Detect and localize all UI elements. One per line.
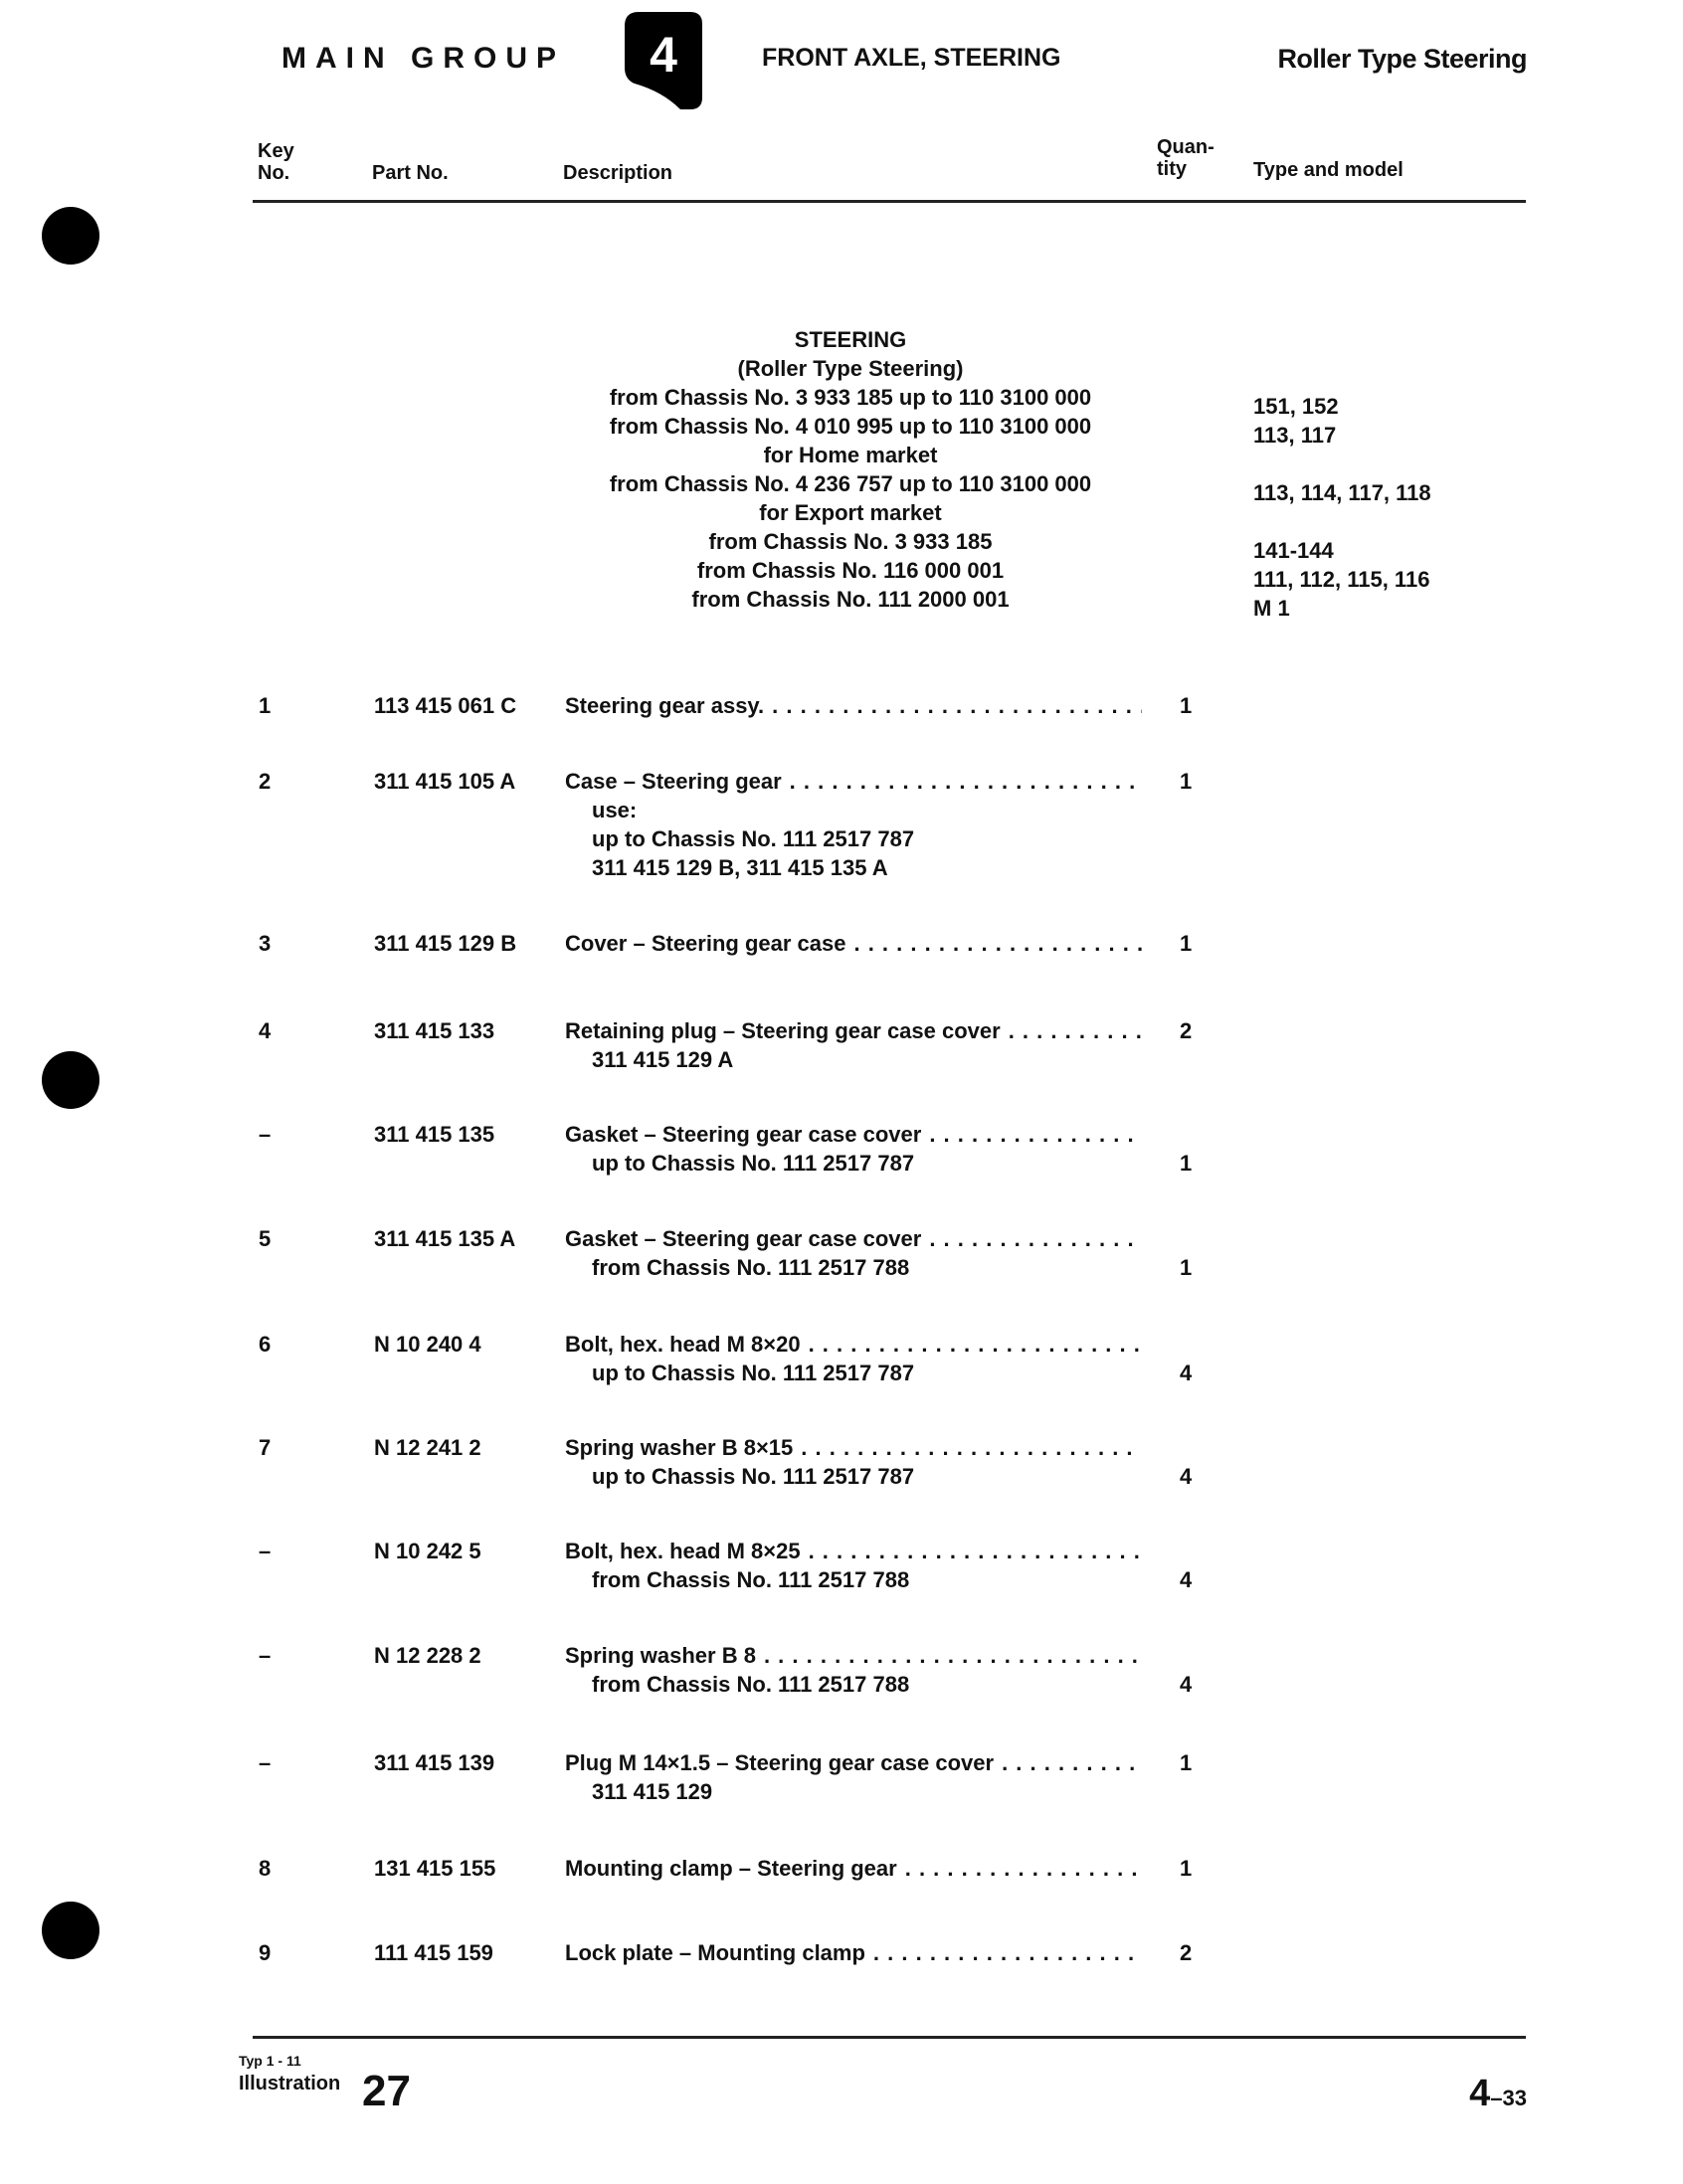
part-number: N 10 242 5 [374,1539,481,1563]
intro-line: from Chassis No. 4 010 995 up to 110 3100 000 [609,414,1092,439]
illustration-label: Illustration [239,2073,341,2094]
key-number: 4 [259,1018,272,1043]
part-description: Bolt, hex. head M 8×25 . . . from Chassis No. 111 2517 788 [565,1537,1142,1594]
part-number: 113 415 061 C [374,693,517,718]
intro-block [557,325,1144,614]
intro-line: for Home market [763,443,938,467]
part-description: Retaining plug – Steering gear case cover . . . 311 415 129 A [565,1016,1142,1074]
quantity: 1 [1180,1255,1193,1280]
intro-types [1253,392,1431,623]
key-number: – [259,1750,272,1775]
part-description: Spring washer B 8×15 . . . up to Chassis No. 111 2517 787 [565,1433,1142,1491]
quantity: 2 [1180,1018,1193,1043]
col-type-header: Type and model [1253,159,1403,181]
quantity: 1 [1180,1750,1193,1775]
part-description: Gasket – Steering gear case cover . . . from Chassis No. 111 2517 788 [565,1224,1142,1282]
quantity: 2 [1180,1940,1193,1965]
part-number: N 12 228 2 [374,1643,481,1668]
part-number: 311 415 139 [374,1750,495,1775]
intro-title: STEERING [794,327,907,352]
variant-title: Roller Type Steering [1277,44,1527,74]
part-description: Gasket – Steering gear case cover . . . up to Chassis No. 111 2517 787 [565,1120,1142,1178]
type-models: 113, 114, 117, 118 [1253,480,1431,505]
key-number: 6 [259,1332,272,1357]
punch-hole-top [42,207,99,265]
part-description: Bolt, hex. head M 8×20 . . . up to Chassis No. 111 2517 787 [565,1330,1142,1387]
footer-rule [253,2036,1526,2039]
quantity: 1 [1180,1151,1193,1176]
page-number: 4–33 [1469,2073,1527,2114]
type-models: 141-144 [1253,538,1334,563]
type-models: 151, 152 [1253,394,1339,419]
key-number: – [259,1643,272,1668]
section-title: FRONT AXLE, STEERING [762,44,1061,72]
intro-line: from Chassis No. 3 933 185 [708,529,993,554]
illustration-number: 27 [362,2067,411,2115]
type-models: 111, 112, 115, 116 [1253,567,1430,592]
part-number: N 12 241 2 [374,1435,481,1460]
part-description: Lock plate – Mounting clamp . . . [565,1938,1142,1967]
part-description: Spring washer B 8 . . . from Chassis No. 111 2517 788 [565,1641,1142,1699]
quantity: 4 [1180,1567,1193,1592]
quantity: 4 [1180,1672,1193,1697]
key-number: 7 [259,1435,272,1460]
part-number: 311 415 129 B [374,931,517,956]
part-description: Mounting clamp – Steering gear . . . [565,1854,1142,1883]
col-key-header: Key No. [258,140,294,184]
quantity: 1 [1180,931,1193,956]
intro-line: from Chassis No. 3 933 185 up to 110 3100 000 [609,385,1092,410]
quantity: 1 [1180,693,1193,718]
intro-line: from Chassis No. 4 236 757 up to 110 3100 000 [609,471,1092,496]
key-number: – [259,1539,272,1563]
col-description-header: Description [563,162,673,184]
part-number: 311 415 135 [374,1122,495,1147]
quantity: 4 [1180,1361,1193,1385]
part-number: 111 415 159 [374,1940,493,1965]
type-models [1253,450,1431,478]
part-description: Steering gear assy. . . . [565,691,1142,720]
key-number: 9 [259,1940,272,1965]
type-range: Typ 1 - 11 [239,2053,301,2069]
part-description: Plug M 14×1.5 – Steering gear case cover . . . 311 415 129 [565,1748,1142,1806]
intro-subtitle: (Roller Type Steering) [737,356,964,381]
key-number: 5 [259,1226,272,1251]
quantity: 4 [1180,1464,1193,1489]
part-description: Case – Steering gear . . . use: up to Chassis No. 111 2517 787 311 415 129 B, 311 415 135 A [565,767,1142,882]
type-models: M 1 [1253,596,1290,621]
part-number: N 10 240 4 [374,1332,481,1357]
part-number: 311 415 105 A [374,769,516,794]
key-number: – [259,1122,272,1147]
quantity: 1 [1180,1856,1193,1881]
type-models: 113, 117 [1253,423,1337,448]
part-number: 131 415 155 [374,1856,496,1881]
type-models [1253,507,1431,536]
part-number: 311 415 135 A [374,1226,516,1251]
header-rule [253,200,1526,203]
quantity: 1 [1180,769,1193,794]
col-quantity-header: Quan- tity [1157,136,1215,180]
group-number: 4 [650,27,677,83]
punch-hole-middle [42,1051,99,1109]
part-description: Cover – Steering gear case . . . [565,929,1142,958]
punch-hole-bottom [42,1902,99,1959]
col-part-header: Part No. [372,162,449,184]
intro-line: from Chassis No. 116 000 001 [696,558,1005,583]
key-number: 1 [259,693,272,718]
intro-line: for Export market [759,500,942,525]
key-number: 2 [259,769,272,794]
intro-line: from Chassis No. 111 2000 001 [691,587,1010,612]
part-number: 311 415 133 [374,1018,495,1043]
main-group-heading: MAIN GROUP [281,42,565,75]
key-number: 3 [259,931,272,956]
key-number: 8 [259,1856,272,1881]
